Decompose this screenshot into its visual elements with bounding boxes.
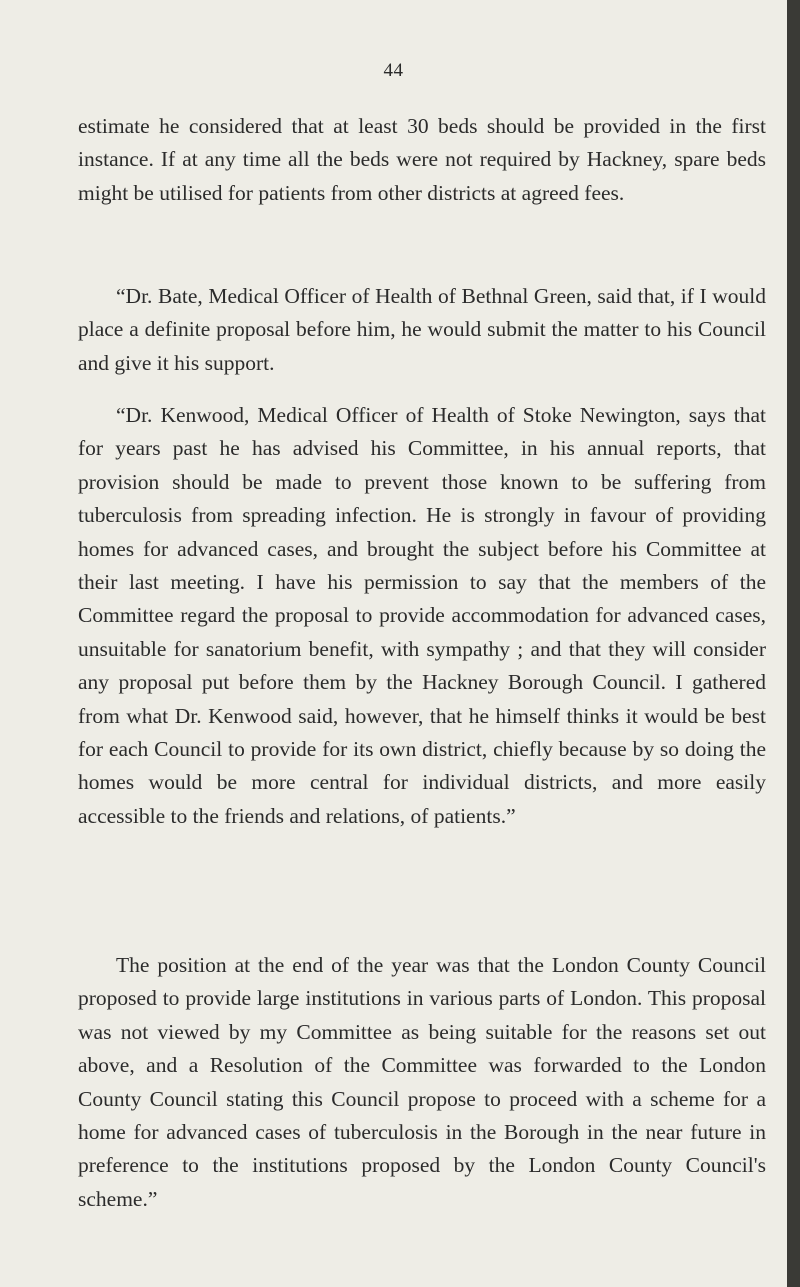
- page-number: 44: [383, 60, 404, 81]
- paragraph-dr-kenwood-quote: “Dr. Kenwood, Medical Officer of Health of Stoke Newington, says that for years past he has advised his Committee, in his annual reports, that provision should be made to prevent those known to be suffering from tuberculosis from spreading infection. He is strongly in favour of providing homes for advanced cases, and brought the subject before his Committee at their last meeting. I have his permission to say that the members of the Committee regard the proposal to provide accommodation for advanced cases, unsuitable for sanatorium benefit, with sympathy ; and that they will consider any proposal put before them by the Hackney Borough Council. I gathered from what Dr. Kenwood said, however, that he himself thinks it would be best for each Council to provide for its own district, chiefly because by so doing the homes would be more central for individual districts, and more easily accessible to the friends and relations, of patients.”: [78, 403, 766, 828]
- paragraph-year-end-position: The position at the end of the year was that the London County Council proposed to provide large institutions in various parts of London. This proposal was not viewed by my Committee as being suitable for the reasons set out above, and a Resolution of the Committee was forwarded to the London County Council stating this Council propose to proceed with a scheme for a home for advanced cases of tuberculosis in the Borough in the near future in preference to the institutions proposed by the London County Council's scheme.”: [78, 953, 766, 1211]
- paragraph-dr-bate-quote: “Dr. Bate, Medical Officer of Health of Bethnal Green, said that, if I would place a definite proposal before him, he would submit the matter to his Council and give it his support.: [78, 284, 766, 375]
- paragraph-continuation: estimate he considered that at least 30 beds should be provided in the first instance. If at any time all the beds were not required by Hackney, spare beds might be utilised for patients from other districts at agreed fees.: [78, 114, 766, 205]
- page-edge-border: [787, 0, 800, 1287]
